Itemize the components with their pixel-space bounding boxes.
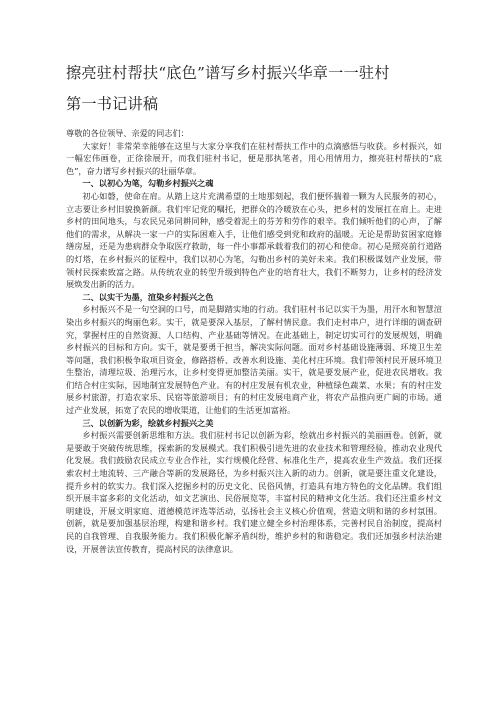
section-2-paragraph: 乡村振兴不是一句空洞的口号，而是脚踏实地的行动。我们驻村书记以实干为墨，用汗水和智慧渲染出乡村振兴的绚丽色彩。实干，就是要深入基层，了解村情民意。我们走村串户，进行详细的调查研究，掌握村庄的自然资源、人口结构、产业基础等情况。在此基础上，制定切实可行的发展规划，明确乡村振兴的目标和方向。实干，就是要勇于担当，解决实际问题。面对乡村基础设施薄弱、环境卫生差等问题，我们积极争取项目资金，修路搭桥、改善水利设施、美化村庄环境。我们带领村民开展环境卫生整治，清理垃圾、治理污水，让乡村变得更加整洁美丽。实干，就是要发展产业，促进农民增收。我们结合村庄实际，因地制宜发展特色产业。有的村庄发展有机农业，种植绿色蔬菜、水果；有的村庄发展乡村旅游，打造农家乐、民宿等旅游项目；有的村庄发展电商产业，将农产品推向更广阔的市场。通过产业发展，拓宽了农民的增收渠道，让他们的生活更加富裕。: [66, 304, 442, 416]
intro-paragraph: 大家好！非常荣幸能够在这里与大家分享我们在驻村帮扶工作中的点滴感悟与收获。乡村振兴，如一幅宏伟画卷，正徐徐展开，而我们驻村书记，便是那执笔者，用心用情用力，擦亮驻村帮扶的“底色”，奋力谱写乡村振兴的壮丽华章。: [66, 140, 442, 176]
greeting-paragraph: 尊敬的各位领导、亲爱的同志们：: [66, 128, 189, 138]
document-title-line-2: 第一书记讲稿: [66, 95, 159, 113]
section-2-heading: 二、以实干为墨，渲染乡村振兴之色: [82, 291, 214, 302]
document-title-line-1: 擦亮驻村帮扶“底色”谱写乡村振兴华章一一驻村: [66, 64, 390, 82]
section-3-heading: 三、以创新为彩，绘就乡村振兴之美: [82, 417, 214, 428]
section-1-heading: 一、以初心为笔，勾勒乡村振兴之魂: [82, 178, 214, 189]
document-body: [66, 127, 442, 555]
section-1-paragraph: 初心如磐，使命在肩。从踏上这片充满希望的土地那刻起，我们便怀揣着一颗为人民服务的初心，立志要让乡村旧貌换新颜。我们牢记党的嘱托，把群众的冷暖放在心头，把乡村的发展扛在肩上。走进乡村的田间地头，与农民兄弟同耕同种，感受着泥土的芬芳和劳作的艰辛。我们倾听他们的心声，了解他们的需求，从解决一家一户的实际困难入手，让他们感受到党和政府的温暖。无论是帮助贫困家庭修缮房屋，还是为患病群众争取医疗救助，每一件小事都承载着我们的初心和使命。初心是照亮前行道路的灯塔，在乡村振兴的征程中，我们以初心为笔，勾勒出乡村的美好未来。我们积极谋划产业发展，带领村民探索致富之路。从传统农业的转型升级到特色产业的培育壮大，我们不断努力，让乡村的经济发展焕发出新的活力。: [66, 190, 442, 290]
section-3-paragraph: 乡村振兴需要创新思维和方法。我们驻村书记以创新为彩，绘就出乡村振兴的美丽画卷。创新，就是要敢于突破传统思维，探索新的发展模式。我们积极引进先进的农业技术和管理经验，推动农业现代化发展。我们鼓励农民成立专业合作社，实行规模化经营、标准化生产，提高农业生产效益。我们还探索农村土地流转、三产融合等新的发展路径，为乡村振兴注入新的动力。创新，就是要注重文化建设，提升乡村的软实力。我们深入挖掘乡村的历史文化、民俗风情，打造具有地方特色的文化品牌。我们组织开展丰富多彩的文化活动，如文艺演出、民俗展览等，丰富村民的精神文化生活。我们还注重乡村文明建设，开展文明家庭、道德模范评选等活动，弘扬社会主义核心价值观，营造文明和谐的乡村氛围。创新，就是要加强基层治理，构建和谐乡村。我们建立健全乡村治理体系，完善村民自治制度，提高村民的自我管理、自我服务能力。我们积极化解矛盾纠纷，维护乡村的和谐稳定。我们还加强乡村法治建设，开展普法宣传教育，提高村民的法律意识。: [66, 430, 442, 554]
